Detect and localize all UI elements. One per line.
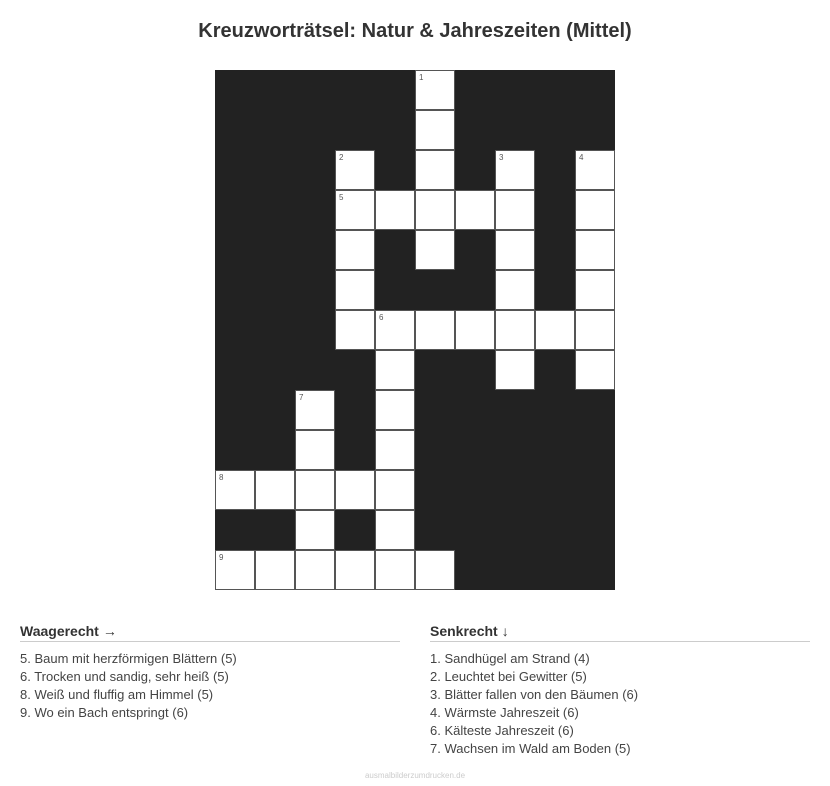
crossword-cell[interactable] bbox=[415, 230, 455, 270]
crossword-cell[interactable] bbox=[335, 270, 375, 310]
crossword-cell[interactable] bbox=[535, 310, 575, 350]
crossword-cell[interactable] bbox=[415, 190, 455, 230]
crossword-cell[interactable] bbox=[575, 270, 615, 310]
crossword-cell[interactable] bbox=[335, 190, 375, 230]
crossword-cell[interactable] bbox=[295, 430, 335, 470]
clue-item: 1. Sandhügel am Strand (4) bbox=[430, 651, 590, 666]
page-title: Kreuzworträtsel: Natur & Jahreszeiten (Mittel) bbox=[198, 20, 632, 42]
crossword-cell[interactable] bbox=[215, 550, 255, 590]
cell-number: 9 bbox=[219, 553, 224, 562]
crossword-cell[interactable] bbox=[215, 470, 255, 510]
clue-item: 8. Weiß und fluffig am Himmel (5) bbox=[20, 687, 214, 702]
clue-item: 2. Leuchtet bei Gewitter (5) bbox=[430, 669, 587, 684]
crossword-cell[interactable] bbox=[575, 190, 615, 230]
crossword-cell[interactable] bbox=[575, 350, 615, 390]
cell-number: 3 bbox=[499, 153, 504, 162]
crossword-cell[interactable] bbox=[335, 230, 375, 270]
cell-number: 7 bbox=[299, 393, 304, 402]
crossword-cell[interactable] bbox=[375, 550, 415, 590]
down-heading bbox=[430, 622, 810, 642]
crossword-cell[interactable] bbox=[495, 150, 535, 190]
crossword-cell[interactable] bbox=[495, 310, 535, 350]
crossword-cell[interactable] bbox=[335, 150, 375, 190]
crossword-cell[interactable] bbox=[375, 190, 415, 230]
crossword-cell[interactable] bbox=[295, 550, 335, 590]
arrow-down-icon: ↓ bbox=[501, 623, 509, 639]
crossword-cell[interactable] bbox=[575, 230, 615, 270]
crossword-cell[interactable] bbox=[335, 310, 375, 350]
crossword-grid bbox=[215, 70, 615, 590]
clue-item: 6. Kälteste Jahreszeit (6) bbox=[430, 723, 574, 738]
clue-item: 4. Wärmste Jahreszeit (6) bbox=[430, 705, 579, 720]
clue-item: 7. Wachsen im Wald am Boden (5) bbox=[430, 741, 631, 756]
clue-item: 5. Baum mit herzförmigen Blättern (5) bbox=[20, 651, 237, 666]
crossword-cell[interactable] bbox=[575, 310, 615, 350]
cell-number: 1 bbox=[419, 73, 424, 82]
across-clues bbox=[20, 622, 400, 722]
crossword-cell[interactable] bbox=[575, 150, 615, 190]
arrow-right-icon: → bbox=[102, 623, 117, 639]
crossword-cell[interactable] bbox=[375, 510, 415, 550]
cell-number: 8 bbox=[219, 473, 224, 482]
cell-number: 5 bbox=[339, 193, 344, 202]
crossword-cell[interactable] bbox=[375, 470, 415, 510]
across-clue-list bbox=[20, 650, 400, 722]
crossword-cell[interactable] bbox=[495, 230, 535, 270]
crossword-cell[interactable] bbox=[415, 150, 455, 190]
crossword-cell[interactable] bbox=[375, 350, 415, 390]
crossword-cell[interactable] bbox=[295, 390, 335, 430]
cell-number: 6 bbox=[379, 313, 384, 322]
crossword-cell[interactable] bbox=[415, 70, 455, 110]
crossword-cell[interactable] bbox=[495, 350, 535, 390]
crossword-cell[interactable] bbox=[295, 470, 335, 510]
down-heading-label: Senkrecht bbox=[430, 623, 498, 639]
clue-item: 9. Wo ein Bach entspringt (6) bbox=[20, 705, 189, 720]
crossword-cell[interactable] bbox=[495, 190, 535, 230]
crossword-cell[interactable] bbox=[415, 550, 455, 590]
crossword-cell[interactable] bbox=[295, 510, 335, 550]
crossword-cell[interactable] bbox=[375, 430, 415, 470]
footer-watermark: ausmalbilderzumdrucken.de bbox=[364, 771, 466, 780]
crossword-cell[interactable] bbox=[455, 190, 495, 230]
crossword-cell[interactable] bbox=[415, 310, 455, 350]
clue-item: 3. Blätter fallen von den Bäumen (6) bbox=[430, 687, 639, 702]
crossword-cell[interactable] bbox=[335, 470, 375, 510]
down-clues bbox=[430, 622, 810, 758]
crossword-cell[interactable] bbox=[335, 550, 375, 590]
across-heading bbox=[20, 622, 400, 642]
crossword-cell[interactable] bbox=[415, 110, 455, 150]
crossword-cell[interactable] bbox=[495, 270, 535, 310]
crossword-cell[interactable] bbox=[375, 390, 415, 430]
clue-item: 6. Trocken und sandig, sehr heiß (5) bbox=[20, 669, 229, 684]
crossword-cell[interactable] bbox=[255, 470, 295, 510]
cell-number: 2 bbox=[339, 153, 344, 162]
cell-number: 4 bbox=[579, 153, 584, 162]
across-heading-label: Waagerecht bbox=[20, 623, 99, 639]
crossword-cell[interactable] bbox=[255, 550, 295, 590]
crossword-cell[interactable] bbox=[455, 310, 495, 350]
down-clue-list bbox=[430, 650, 810, 758]
crossword-cell[interactable] bbox=[375, 310, 415, 350]
